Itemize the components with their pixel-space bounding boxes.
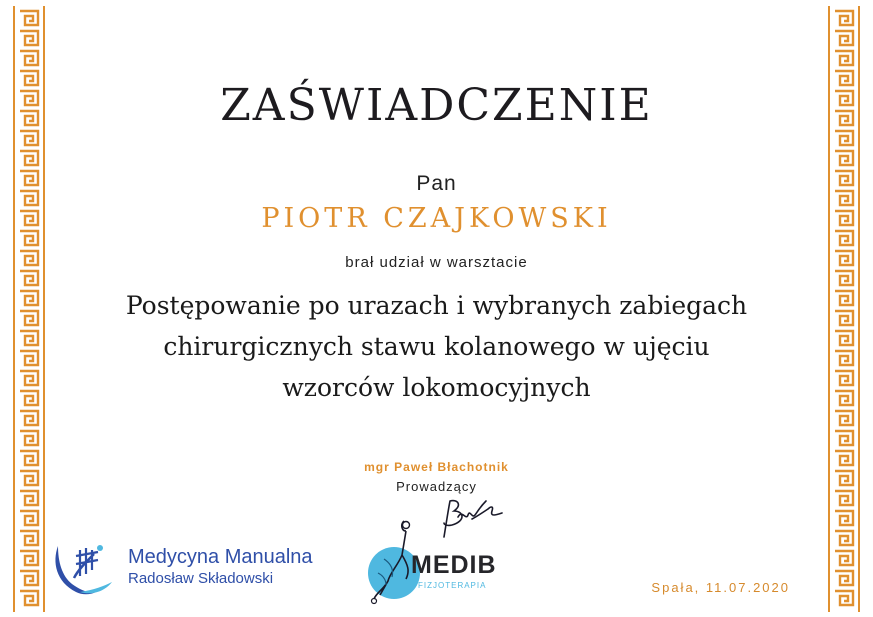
workshop-title-line: Postępowanie po urazach i wybranych zabiegach <box>125 291 748 320</box>
participation-text: brał udział w warsztacie <box>345 254 528 271</box>
workshop-title-line: chirurgicznych stawu kolanowego w ujęciu <box>163 332 710 361</box>
hands-icon <box>50 540 120 605</box>
medib-name: MEDIB <box>411 551 497 579</box>
salutation: Pan <box>416 172 457 195</box>
leader-role: Prowadzący <box>396 479 477 494</box>
medycyna-manualna-logo <box>50 540 350 600</box>
recipient-name: PIOTR CZAJKOWSKI <box>261 203 612 234</box>
logo-line-1: Medycyna Manualna <box>128 546 313 568</box>
leader-name: mgr Paweł Błachotnik <box>364 460 509 474</box>
logo-line-2: Radosław Składowski <box>128 570 274 587</box>
workshop-title-line: wzorców lokomocyjnych <box>282 373 591 402</box>
certificate-title: ZAŚWIADCZENIE <box>220 80 653 131</box>
medib-logo <box>360 515 520 610</box>
workshop-title <box>100 285 773 408</box>
place-date: Spała, 11.07.2020 <box>651 580 790 595</box>
medib-subtitle: FIZJOTERAPIA <box>418 581 487 590</box>
